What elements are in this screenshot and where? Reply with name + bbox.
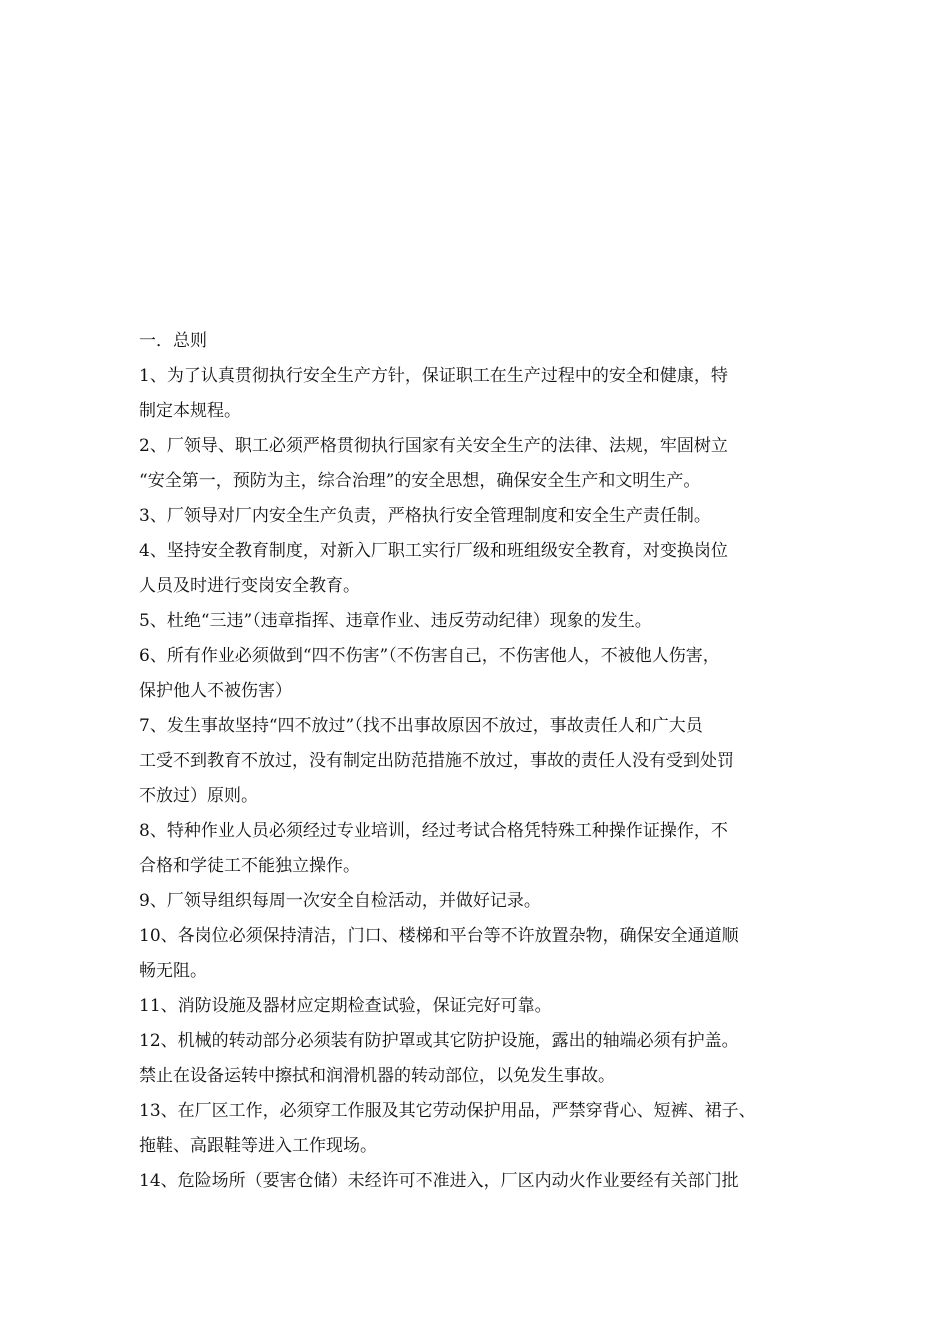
text-line: 不放过）原则。 xyxy=(139,786,258,806)
text-line: “安全第一，预防为主，综合治理”的安全思想，确保安全生产和文明生产。 xyxy=(139,471,701,491)
text-line: 拖鞋、高跟鞋等进入工作现场。 xyxy=(139,1136,377,1156)
text-line: 11、消防设施及器材应定期检查试验，保证完好可靠。 xyxy=(139,996,552,1016)
text-line: 7、发生事故坚持“四不放过”（找不出事故原因不放过，事故责任人和广大员 xyxy=(139,716,703,736)
text-line: 工受不到教育不放过，没有制定出防范措施不放过，事故的责任人没有受到处罚 xyxy=(139,751,734,771)
document-body xyxy=(139,324,819,1199)
section-heading: 一．总则 xyxy=(139,331,207,351)
text-line: 4、坚持安全教育制度，对新入厂职工实行厂级和班组级安全教育，对变换岗位 xyxy=(139,541,728,561)
text-line: 5、杜绝“三违”（违章指挥、违章作业、违反劳动纪律）现象的发生。 xyxy=(139,611,652,631)
text-line: 2、厂领导、职工必须严格贯彻执行国家有关安全生产的法律、法规，牢固树立 xyxy=(139,436,728,456)
text-line: 10、各岗位必须保持清洁，门口、楼梯和平台等不许放置杂物，确保安全通道顺 xyxy=(139,926,739,946)
text-line: 保护他人不被伤害） xyxy=(139,681,292,701)
text-line: 8、特种作业人员必须经过专业培训，经过考试合格凭特殊工种操作证操作，不 xyxy=(139,821,728,841)
text-line: 1、为了认真贯彻执行安全生产方针，保证职工在生产过程中的安全和健康，特 xyxy=(139,366,728,386)
text-line: 3、厂领导对厂内安全生产负责，严格执行安全管理制度和安全生产责任制。 xyxy=(139,506,711,526)
text-line: 13、在厂区工作，必须穿工作服及其它劳动保护用品，严禁穿背心、短裤、裙子、 xyxy=(139,1101,756,1121)
text-line: 制定本规程。 xyxy=(139,401,241,421)
text-line: 12、机械的转动部分必须装有防护罩或其它防护设施，露出的轴端必须有护盖。 xyxy=(139,1031,739,1051)
text-line: 合格和学徒工不能独立操作。 xyxy=(139,856,360,876)
text-line: 人员及时进行变岗安全教育。 xyxy=(139,576,360,596)
text-line: 6、所有作业必须做到“四不伤害”（不伤害自己，不伤害他人，不被他人伤害， xyxy=(139,646,720,666)
text-line: 14、危险场所（要害仓储）未经许可不准进入，厂区内动火作业要经有关部门批 xyxy=(139,1171,739,1191)
text-line: 9、厂领导组织每周一次安全自检活动，并做好记录。 xyxy=(139,891,541,911)
text-line: 禁止在设备运转中擦拭和润滑机器的转动部位，以免发生事故。 xyxy=(139,1066,615,1086)
text-line: 畅无阻。 xyxy=(139,961,207,981)
